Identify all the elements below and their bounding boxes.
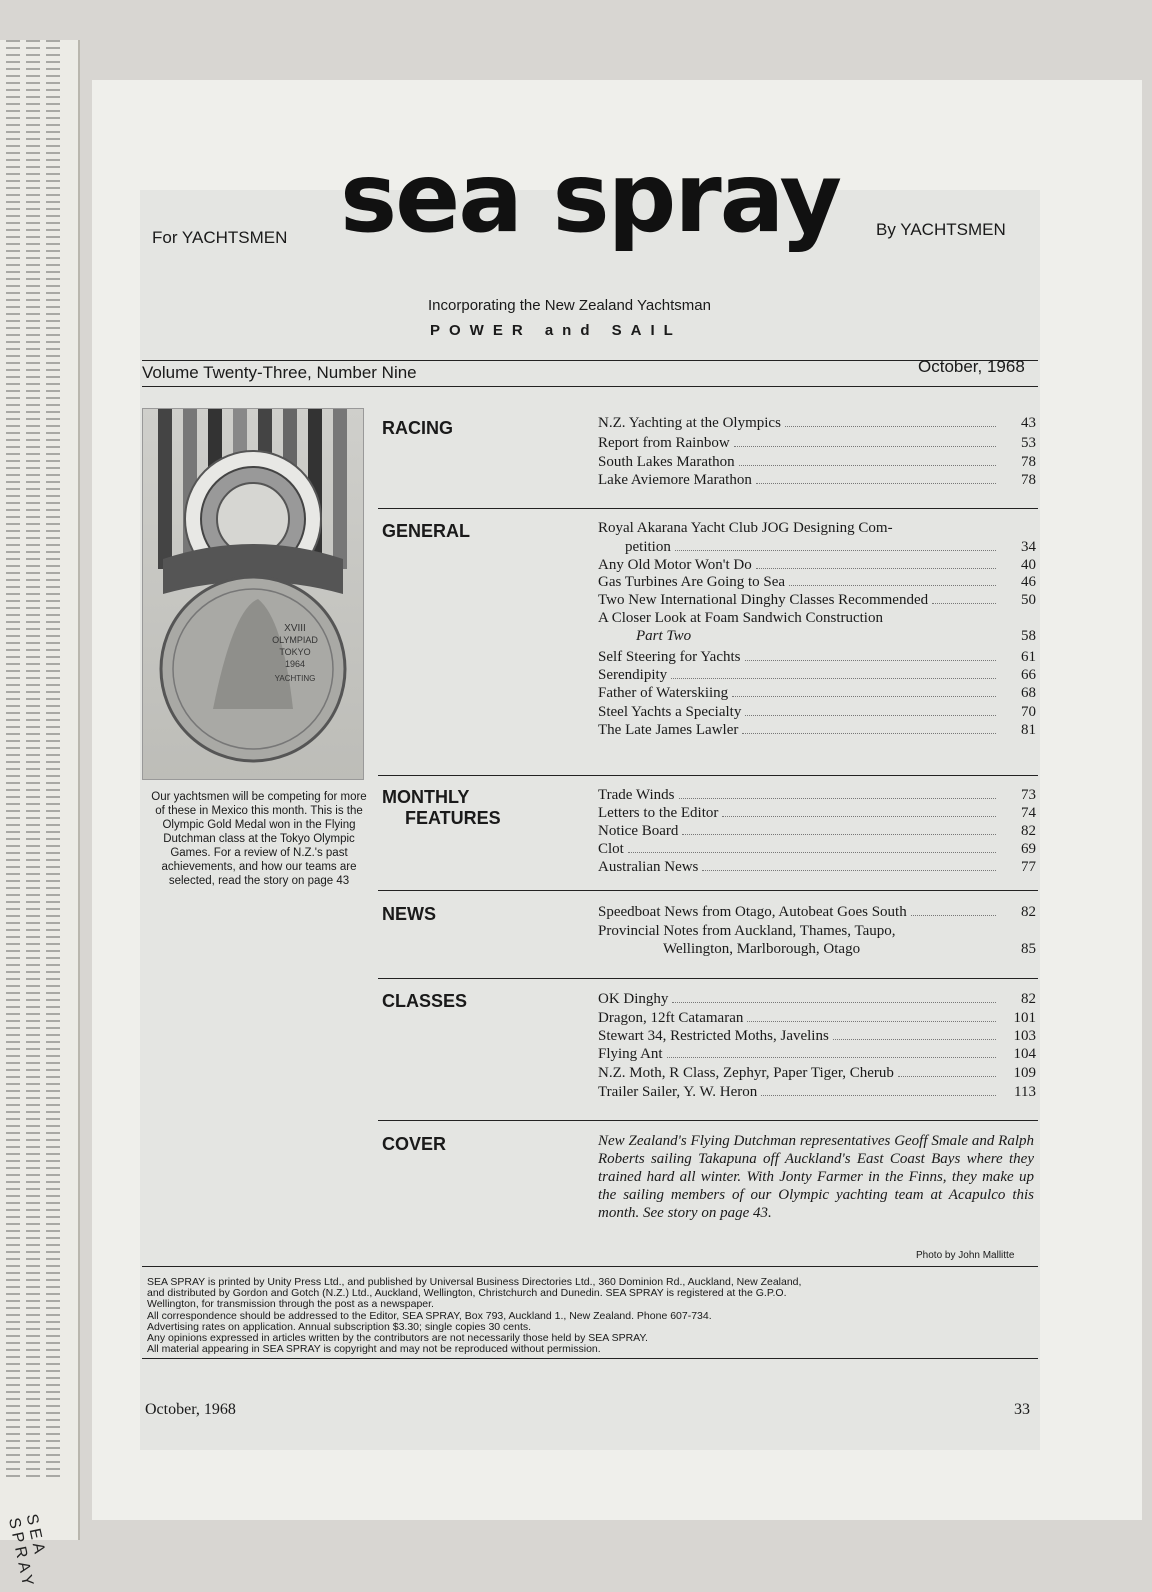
toc-entry[interactable]: Royal Akarana Yacht Club JOG Designing Com- [598, 520, 893, 536]
toc-entry[interactable]: Any Old Motor Won't Do 40 [598, 557, 1036, 573]
section-rule [378, 890, 1038, 891]
svg-text:1964: 1964 [284, 659, 306, 669]
toc-entry[interactable]: Trailer Sailer, Y. W. Heron 113 [598, 1084, 1036, 1100]
publisher-imprint [147, 1277, 1037, 1355]
imprint-line: SEA SPRAY is printed by Unity Press Ltd., and published by Universal Business Directories Ltd., 360 Dominion Rd., Auckland, New Zealand, [147, 1276, 802, 1288]
toc-entry[interactable]: Clot 69 [598, 841, 1036, 857]
section-rule [378, 1120, 1038, 1121]
toc-entry[interactable]: Speedboat News from Otago, Autobeat Goes South 82 [598, 904, 1036, 920]
toc-entry[interactable]: Letters to the Editor 74 [598, 805, 1036, 821]
toc-entry[interactable]: South Lakes Marathon 78 [598, 454, 1036, 470]
section-news-heading: NEWS [382, 904, 436, 924]
toc-entry[interactable]: N.Z. Moth, R Class, Zephyr, Paper Tiger, Cherub 109 [598, 1065, 1036, 1081]
imprint-rule [142, 1358, 1038, 1359]
section-rule [378, 775, 1038, 776]
toc-entry[interactable]: Serendipity 66 [598, 667, 1036, 683]
toc-entry[interactable]: N.Z. Yachting at the Olympics 43 [598, 415, 1036, 431]
toc-entry[interactable]: Flying Ant 104 [598, 1046, 1036, 1062]
volume-number: Volume Twenty-Three, Number Nine [142, 363, 417, 382]
masthead-power-and-sail: POWER and SAIL [430, 322, 682, 339]
section-cover-heading: COVER [382, 1134, 447, 1154]
cover-description: New Zealand's Flying Dutchman representatives Geoff Smale and Ralph Roberts sailing Takapuna off Auckland's East Coast Bays where they trained hard all winter. With Jonty Farmer in the Finns, they make up the sailing members of our Olympic yachting team at Acapulco this month. See story on page 43. [598, 1133, 1034, 1221]
section-rule [378, 978, 1038, 979]
masthead-right-tagline: By YACHTSMEN [876, 220, 1006, 239]
imprint-line: Advertising rates on application. Annual subscription $3.30; single copies 30 cents. [147, 1320, 532, 1333]
tide-table-column [26, 40, 40, 1480]
footer-date: October, 1968 [145, 1401, 236, 1418]
toc-entry[interactable]: The Late James Lawler 81 [598, 722, 1036, 738]
toc-entry[interactable]: Gas Turbines Are Going to Sea 46 [598, 574, 1036, 590]
toc-entry[interactable]: Father of Waterskiing 68 [598, 685, 1036, 701]
imprint-rule [142, 1266, 1038, 1267]
toc-entry[interactable]: Dragon, 12ft Catamaran 101 [598, 1010, 1036, 1026]
toc-entry[interactable]: Self Steering for Yachts 61 [598, 649, 1036, 665]
issue-date: October, 1968 [918, 357, 1025, 376]
toc-entry[interactable]: Two New International Dinghy Classes Recommended 50 [598, 592, 1036, 608]
toc-entry[interactable]: Lake Aviemore Marathon 78 [598, 472, 1036, 488]
header-rule [142, 386, 1038, 387]
section-racing-heading: RACING [382, 418, 453, 438]
imprint-line: Any opinions expressed in articles written by the contributors are not necessarily those held by SEA SPRAY. [147, 1332, 648, 1345]
tide-table-column [46, 40, 60, 1480]
section-classes-heading: CLASSES [382, 991, 468, 1011]
header-rule [142, 360, 1038, 361]
photo-credit: Photo by John Mallitte [916, 1250, 1015, 1261]
facing-page-title: SEA SPRAY [4, 1512, 49, 1592]
toc-entry[interactable]: Part Two 58 [636, 628, 1036, 644]
toc-entry[interactable]: Provincial Notes from Auckland, Thames, Taupo, [598, 923, 896, 939]
svg-text:TOKYO: TOKYO [279, 647, 311, 657]
toc-entry[interactable]: Wellington, Marlborough, Otago 85 [663, 941, 1036, 957]
svg-text:YACHTING: YACHTING [274, 674, 316, 683]
imprint-line: and distributed by Gordon and Gotch (N.Z.) Ltd., Auckland, Wellington, Christchurch and Dunedin. SEA SPRAY is registered at the G.P.O. [147, 1287, 787, 1300]
svg-text:XVIII: XVIII [284, 623, 306, 634]
imprint-line: All correspondence should be addressed to the Editor, SEA SPRAY, Box 793, Auckland 1., New Zealand. Phone 607-734. [147, 1309, 712, 1322]
section-rule [378, 508, 1038, 509]
toc-entry[interactable]: Australian News 77 [598, 859, 1036, 875]
imprint-line: Wellington, for transmission through the post as a newspaper. [147, 1298, 434, 1311]
svg-text:OLYMPIAD: OLYMPIAD [272, 635, 318, 645]
masthead-subtitle: Incorporating the New Zealand Yachtsman [428, 297, 711, 314]
facing-page-tide-tables [0, 40, 80, 1592]
section-monthly-heading: MONTHLY [382, 787, 470, 807]
tide-table-column [6, 40, 20, 1480]
toc-entry[interactable]: Trade Winds 73 [598, 787, 1036, 803]
photo-caption: Our yachtsmen will be competing for more of these in Mexico this month. This is the Olympic Gold Medal won in the Flying Dutchman class at the Tokyo Olympic Games. For a review of N.Z.'s past achievements, and how our teams are selected, read the story on page 43 [151, 791, 367, 887]
toc-entry[interactable]: Report from Rainbow 53 [598, 435, 1036, 451]
section-general-heading: GENERAL [382, 521, 471, 541]
section-features-heading: FEATURES [405, 808, 501, 828]
medal-illustration [143, 409, 363, 779]
magazine-title: sea spray [340, 142, 841, 254]
olympic-medal-photo [142, 408, 364, 780]
toc-entry[interactable]: A Closer Look at Foam Sandwich Construction [598, 610, 883, 626]
toc-entry[interactable]: OK Dinghy 82 [598, 991, 1036, 1007]
page-number: 33 [1014, 1401, 1030, 1418]
toc-entry[interactable]: Stewart 34, Restricted Moths, Javelins 103 [598, 1028, 1036, 1044]
toc-entry[interactable]: Steel Yachts a Specialty 70 [598, 704, 1036, 720]
masthead-left-tagline: For YACHTSMEN [152, 228, 288, 247]
toc-entry[interactable]: petition 34 [625, 539, 1036, 555]
imprint-line: All material appearing in SEA SPRAY is copyright and may not be reproduced without permission. [147, 1343, 601, 1356]
toc-entry[interactable]: Notice Board 82 [598, 823, 1036, 839]
